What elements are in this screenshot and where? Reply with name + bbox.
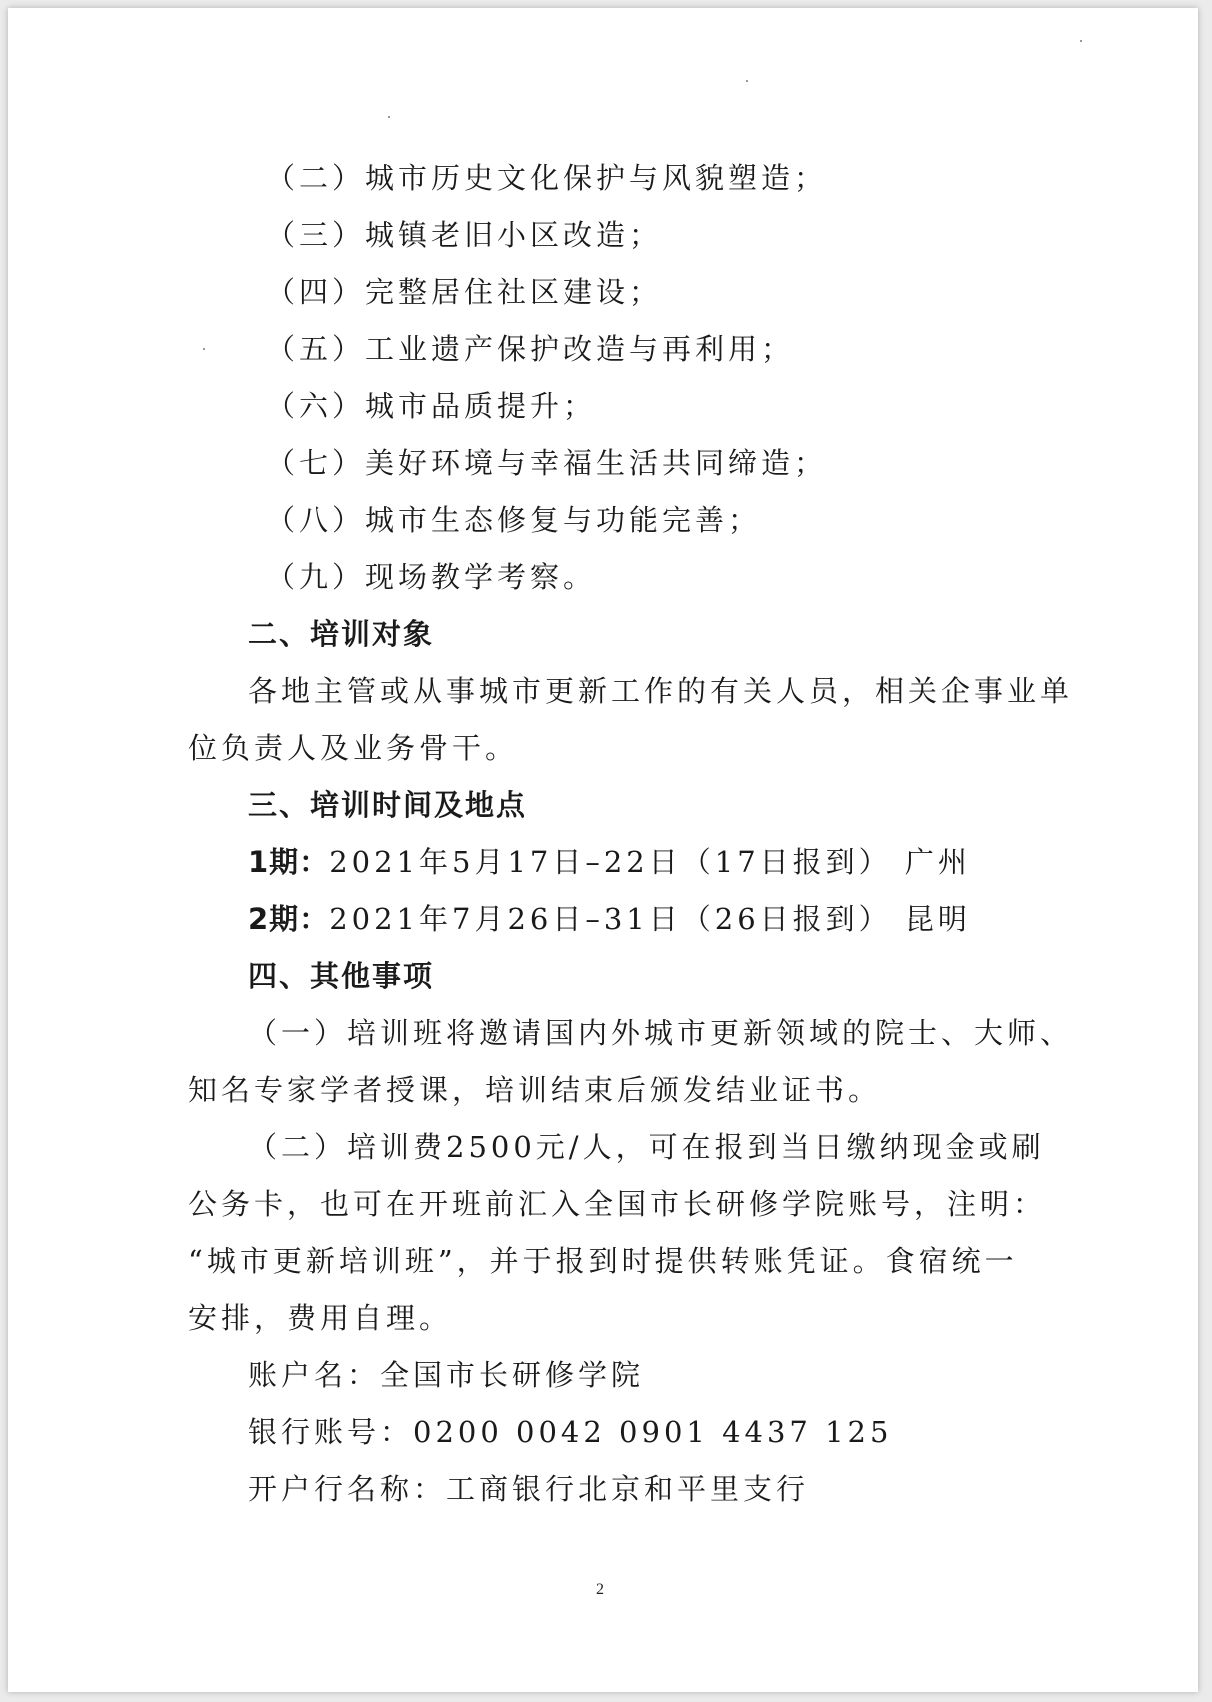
- session-2-label: 2期：: [248, 902, 330, 936]
- session-2-line: [248, 899, 971, 939]
- paragraph-line: 知名专家学者授课，培训结束后颁发结业证书。: [188, 1073, 882, 1107]
- scan-speck: [1080, 40, 1082, 42]
- account-name: 账户名：全国市长研修学院: [248, 1358, 645, 1392]
- document-page: [8, 8, 1198, 1692]
- page-number: 2: [596, 1581, 604, 1598]
- scan-speck: [746, 80, 748, 82]
- list-item-8: （八）城市生态修复与功能完善；: [266, 503, 762, 537]
- list-item-3: （三）城镇老旧小区改造；: [266, 218, 663, 252]
- section-heading-other-matters: 四、其他事项: [248, 959, 435, 993]
- scan-speck: [203, 348, 205, 350]
- session-1-line: [248, 842, 971, 882]
- paragraph-line: 安排，费用自理。: [188, 1301, 453, 1335]
- list-item-6: （六）城市品质提升；: [266, 389, 597, 423]
- paragraph-line: “城市更新培训班”，并于报到时提供转账凭证。食宿统一: [188, 1244, 1018, 1278]
- section-heading-training-targets: 二、培训对象: [248, 617, 435, 651]
- session-1-text: 2021年5月17日–22日（17日报到） 广州: [329, 845, 971, 879]
- list-item-7: （七）美好环境与幸福生活共同缔造；: [266, 446, 828, 480]
- section-heading-time-place: 三、培训时间及地点: [248, 788, 528, 822]
- account-bank: 开户行名称：工商银行北京和平里支行: [248, 1472, 810, 1506]
- paragraph-line: 位负责人及业务骨干。: [188, 731, 519, 765]
- list-item-4: （四）完整居住社区建设；: [266, 275, 663, 309]
- scan-speck: [388, 116, 390, 118]
- account-number: 银行账号：0200 0042 0901 4437 125: [248, 1415, 893, 1449]
- paragraph-line: （二）培训费2500元/人，可在报到当日缴纳现金或刷: [248, 1130, 1045, 1164]
- session-2-text: 2021年7月26日–31日（26日报到） 昆明: [329, 902, 971, 936]
- list-item-5: （五）工业遗产保护改造与再利用；: [266, 332, 795, 366]
- list-item-2: （二）城市历史文化保护与风貌塑造；: [266, 161, 828, 195]
- session-1-label: 1期：: [248, 845, 330, 879]
- paragraph-line: （一）培训班将邀请国内外城市更新领域的院士、大师、: [248, 1016, 1074, 1050]
- paragraph-line: 各地主管或从事城市更新工作的有关人员，相关企事业单: [248, 674, 1074, 708]
- list-item-9: （九）现场教学考察。: [266, 560, 597, 594]
- paragraph-line: 公务卡，也可在开班前汇入全国市长研修学院账号，注明：: [188, 1187, 1047, 1221]
